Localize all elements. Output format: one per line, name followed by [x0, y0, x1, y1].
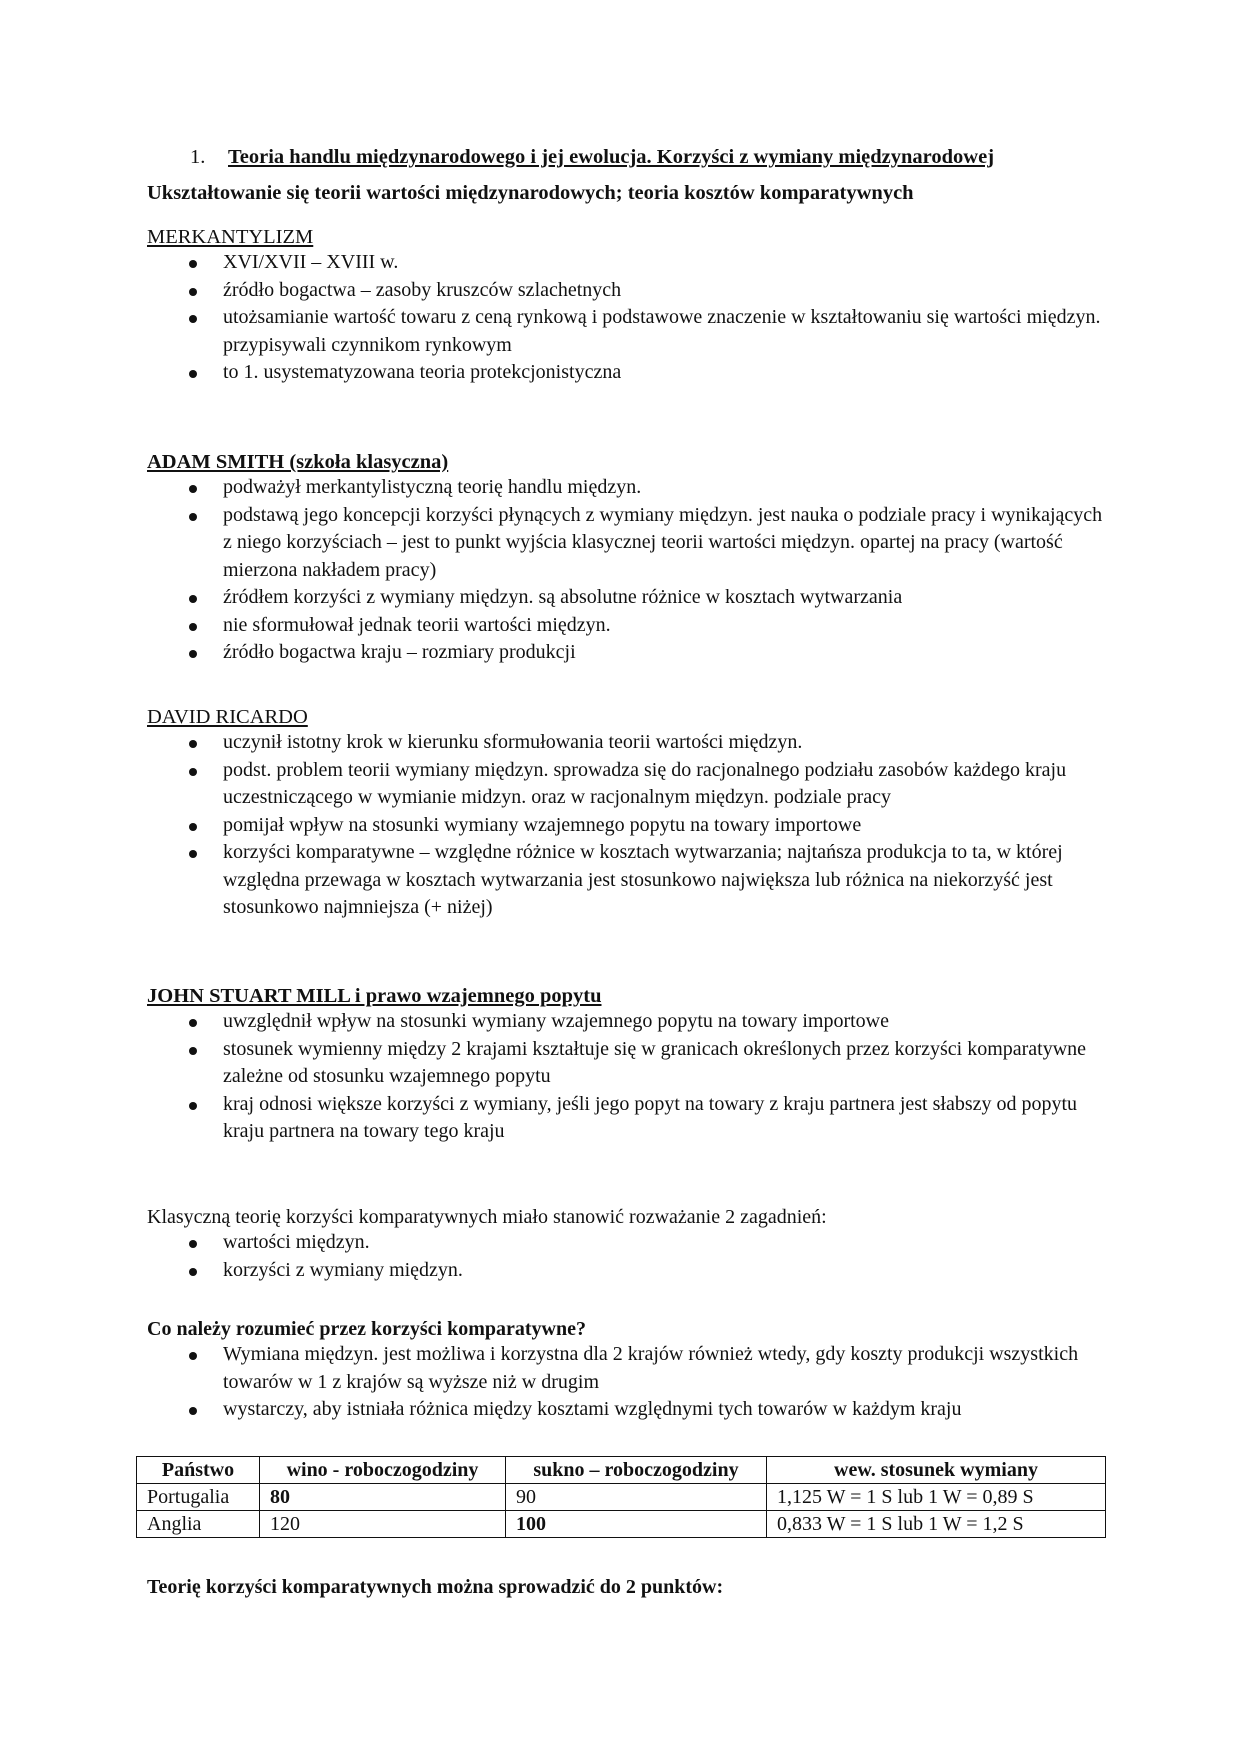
list-item: stosunek wymienny między 2 krajami kształtuje się w granicach określonych przez korzyści komparatywne zależne od stosunku wzajemnego popytu	[147, 1036, 1107, 1091]
bullet-list	[147, 1229, 1107, 1284]
table-row	[137, 1484, 1106, 1511]
heading-text: Teoria handlu międzynarodowego i jej ewolucja. Korzyści z wymiany międzynarodowej	[228, 146, 995, 168]
question-title: Co należy rozumieć przez korzyści komparatywne?	[147, 1318, 586, 1340]
table-cell: Portugalia	[137, 1484, 260, 1511]
bullet-list	[147, 729, 1107, 922]
section-title: MERKANTYLIZM	[147, 226, 314, 248]
section-merkantylizm	[147, 226, 1107, 387]
bullet-list	[147, 249, 1107, 387]
list-item: kraj odnosi większe korzyści z wymiany, jeśli jego popyt na towary z kraju partnera jest słabszy od popytu kraju partnera na towary tego kraju	[147, 1091, 1107, 1146]
list-item: wystarczy, aby istniała różnica między kosztami względnymi tych towarów w każdym kraju	[147, 1396, 1107, 1424]
bullet-list	[147, 474, 1107, 667]
table-row	[137, 1511, 1106, 1538]
section-mill	[147, 985, 1107, 1146]
table-cell: 90	[506, 1484, 767, 1511]
list-item: pomijał wpływ na stosunki wymiany wzajemnego popytu na towary importowe	[147, 812, 1107, 840]
section-title: JOHN STUART MILL i prawo wzajemnego popytu	[147, 985, 602, 1007]
table-cell: 0,833 W = 1 S lub 1 W = 1,2 S	[767, 1511, 1106, 1538]
bullet-list	[147, 1341, 1107, 1424]
list-item: to 1. usystematyzowana teoria protekcjonistyczna	[147, 359, 1107, 387]
classic-theory	[147, 1206, 1107, 1284]
list-item: utożsamianie wartość towaru z ceną rynkową i podstawowe znaczenie w kształtowaniu się wartości międzyn. przypisywali czynnikom rynkowym	[147, 304, 1107, 359]
list-item: XVI/XVII – XVIII w.	[147, 249, 1107, 277]
bullet-list	[147, 1008, 1107, 1146]
list-item: podst. problem teorii wymiany międzyn. sprowadza się do racjonalnego podziału zasobów każdego kraju uczestniczącego w wymianie midzyn. oraz w racjonalnym międzyn. podziale pracy	[147, 757, 1107, 812]
closing-text: Teorię korzyści komparatywnych można sprowadzić do 2 punktów:	[147, 1576, 724, 1598]
section-title: ADAM SMITH (szkoła klasyczna)	[147, 451, 449, 473]
list-item: korzyści z wymiany międzyn.	[147, 1257, 1107, 1285]
column-header: sukno – roboczogodziny	[506, 1457, 767, 1484]
list-item: wartości międzyn.	[147, 1229, 1107, 1257]
subtitle: Ukształtowanie się teorii wartości międzynarodowych; teoria kosztów komparatywnych	[147, 182, 914, 204]
list-item: uczynił istotny krok w kierunku sformułowania teorii wartości międzyn.	[147, 729, 1107, 757]
table-cell: Anglia	[137, 1511, 260, 1538]
heading-number: 1.	[190, 146, 206, 168]
table-cell: 1,125 W = 1 S lub 1 W = 0,89 S	[767, 1484, 1106, 1511]
list-item: korzyści komparatywne – względne różnice w kosztach wytwarzania; najtańsza produkcja to ta, w której względna przewaga w kosztach wytwarzania jest stosunkowo największa lub różnica na niekorzyść jest stosunkowo najmniejsza (+ niżej)	[147, 839, 1107, 922]
list-item: podstawą jego koncepcji korzyści płynących z wymiany międzyn. jest nauka o podziale pracy i wynikających z niego korzyściach – jest to punkt wyjścia klasycznej teorii wartości międzyn. opartej na pracy (wartość mierzona nakładem pracy)	[147, 502, 1107, 585]
list-item: uwzględnił wpływ na stosunki wymiany wzajemnego popytu na towary importowe	[147, 1008, 1107, 1036]
question-section	[147, 1318, 1107, 1424]
list-item: źródło bogactwa kraju – rozmiary produkcji	[147, 639, 1107, 667]
section-heading	[190, 146, 994, 169]
list-item: źródłem korzyści z wymiany międzyn. są absolutne różnice w kosztach wytwarzania	[147, 584, 1107, 612]
column-header: wino - roboczogodziny	[260, 1457, 506, 1484]
comparative-cost-table	[136, 1456, 1106, 1538]
section-ricardo	[147, 706, 1107, 922]
table-cell: 100	[506, 1511, 767, 1538]
table-cell: 120	[260, 1511, 506, 1538]
list-item: podważył merkantylistyczną teorię handlu międzyn.	[147, 474, 1107, 502]
list-item: nie sformułował jednak teorii wartości międzyn.	[147, 612, 1107, 640]
closing-block	[147, 1576, 1107, 1599]
table-cell: 80	[260, 1484, 506, 1511]
column-header: wew. stosunek wymiany	[767, 1457, 1106, 1484]
classic-intro: Klasyczną teorię korzyści komparatywnych miało stanowić rozważanie 2 zagadnień:	[147, 1206, 827, 1228]
section-smith	[147, 451, 1107, 667]
list-item: Wymiana międzyn. jest możliwa i korzystna dla 2 krajów również wtedy, gdy koszty produkcji wszystkich towarów w 1 z krajów są wyższe niż w drugim	[147, 1341, 1107, 1396]
section-title: DAVID RICARDO	[147, 706, 308, 728]
list-item: źródło bogactwa – zasoby kruszców szlachetnych	[147, 277, 1107, 305]
table-header-row	[137, 1457, 1106, 1484]
column-header: Państwo	[137, 1457, 260, 1484]
subtitle-block	[147, 182, 1107, 205]
